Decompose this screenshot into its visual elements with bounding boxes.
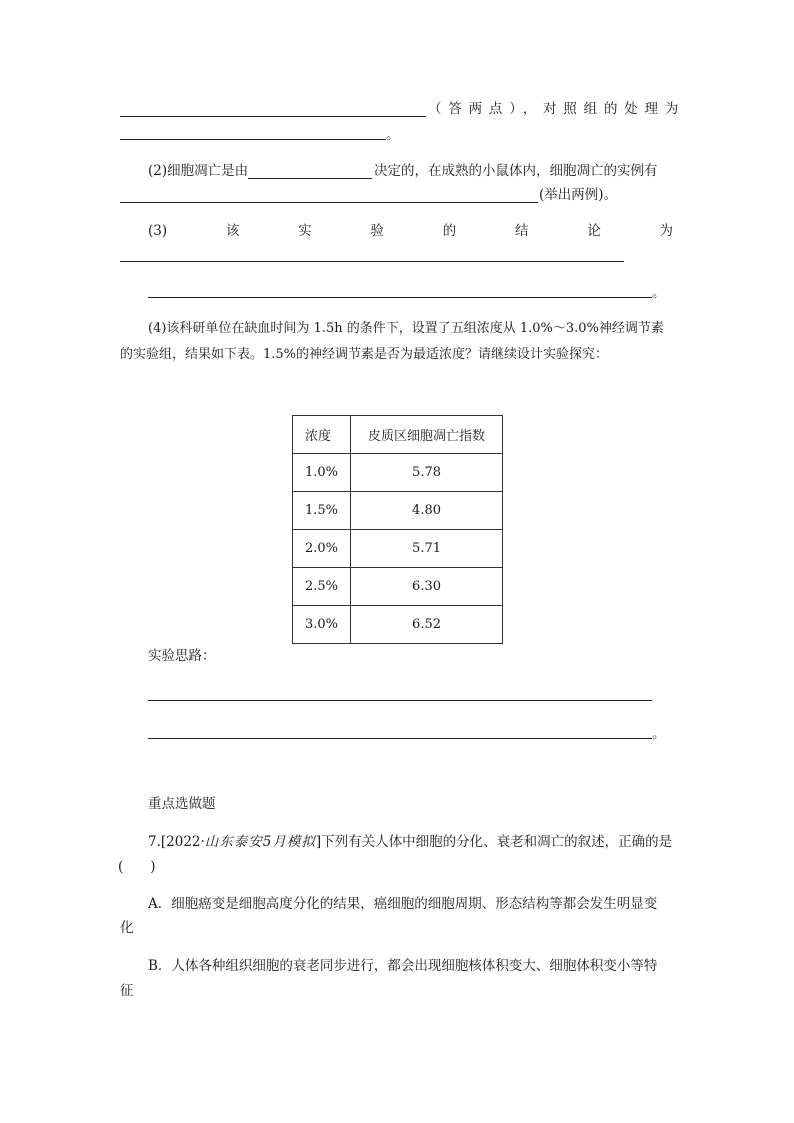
q7-prefix: 7.[2022·	[148, 834, 205, 850]
q2-text-b: 决定的，在成熟的小鼠体内，细胞凋亡的实例有	[374, 163, 658, 179]
answer-blank-q4-b[interactable]	[148, 738, 652, 739]
concentration-table	[292, 415, 503, 644]
q2-text-a: (2)细胞凋亡是由	[148, 163, 249, 179]
q7-suffix: ]下列有关人体中细胞的分化、衰老和凋亡的叙述，正确的是	[315, 834, 673, 850]
q3-word: 实	[298, 223, 312, 239]
answer-blank-q1-b[interactable]	[120, 139, 386, 140]
q3-word: 为	[659, 223, 673, 239]
table-cell: 1.5%	[293, 492, 351, 530]
answer-blank-q4-a[interactable]	[148, 700, 652, 701]
table-cell: 1.0%	[293, 454, 351, 492]
section-title: 重点选做题	[148, 796, 216, 812]
q3-word: 论	[587, 223, 601, 239]
q3-word: 结	[514, 223, 529, 239]
q1-end-mark: 。	[386, 127, 400, 143]
option-b-line-1: B．人体各种组织细胞的衰老同步进行，都会出现细胞核体积变大、细胞体积变小等特	[148, 958, 658, 974]
q3-stem	[148, 222, 673, 240]
table-row	[293, 454, 503, 492]
answer-blank-q3-b[interactable]	[148, 297, 652, 298]
table-cell: 6.52	[351, 606, 503, 644]
q3-end-mark: 。	[652, 285, 666, 301]
q3-word: 的	[442, 223, 457, 239]
table-header-row	[293, 416, 503, 454]
q2-text-c: (举出两例)。	[539, 187, 618, 203]
answer-blank-q3-a[interactable]	[120, 261, 624, 262]
table-cell: 2.5%	[293, 568, 351, 606]
q4-end-mark: 。	[652, 726, 666, 742]
table-cell: 3.0%	[293, 606, 351, 644]
q1-note-text: （答两点），对照组的处理为	[428, 101, 686, 117]
table-header-cell: 浓度	[293, 416, 351, 454]
table-cell: 4.80	[351, 492, 503, 530]
q4-line-1: (4)该科研单位在缺血时间为 1.5h 的条件下，设置了五组浓度从 1.0%～3.0%神经调节素	[148, 321, 664, 336]
table-row	[293, 568, 503, 606]
q7-source: 山东泰安5月模拟	[204, 834, 316, 850]
q3-word: 该	[225, 223, 240, 239]
q4-line-2: 的实验组，结果如下表。1.5%的神经调节素是否为最适浓度？请继续设计实验探究：	[120, 347, 609, 362]
option-b-line-2: 征	[120, 983, 134, 999]
answer-blank-q1-a[interactable]	[120, 116, 426, 117]
option-a-line-1: A．细胞癌变是细胞高度分化的结果，癌细胞的细胞周期、形态结构等都会发生明显变	[148, 896, 658, 912]
table-cell: 5.71	[351, 530, 503, 568]
table-row	[293, 492, 503, 530]
q7-answer-paren[interactable]: ( )	[118, 859, 156, 875]
table-row	[293, 606, 503, 644]
table-cell: 6.30	[351, 568, 503, 606]
q3-word: (3)	[148, 223, 168, 239]
table-cell: 5.78	[351, 454, 503, 492]
table-cell: 2.0%	[293, 530, 351, 568]
experiment-idea-label: 实验思路：	[148, 648, 216, 664]
table-row	[293, 530, 503, 568]
answer-blank-q2-b[interactable]	[120, 202, 538, 203]
table-header-cell: 皮质区细胞凋亡指数	[351, 416, 503, 454]
answer-blank-q2-a[interactable]	[248, 178, 372, 179]
q7-stem	[148, 833, 672, 851]
q3-word: 验	[370, 223, 384, 239]
option-a-line-2: 化	[120, 920, 134, 936]
